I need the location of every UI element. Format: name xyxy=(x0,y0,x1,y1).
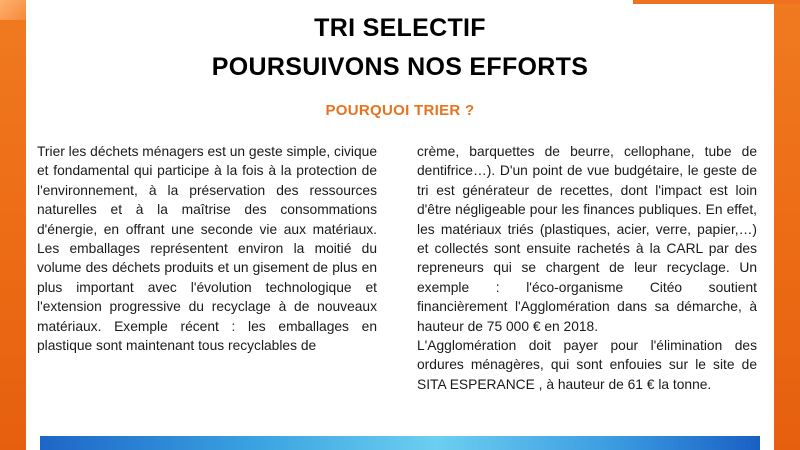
right-column-paragraph-1: crème, barquettes de beurre, cellophane, tube de dentifrice…). D'un point de vue budgétaire, le geste de tri est générateur de recettes, dont l'impact est loin d'être négligeable pour les finances publiques. En effet, les matériaux triés (plastiques, acier, verre, papier,…) et collectés sont ensuite rachetés à la CARL par des repreneurs qui se chargent de leur recyclage. Un exemple : l'éco-organisme Citéo soutient financièrement l'Agglomération dans sa démarche, à hauteur de 75 000 € en 2018. xyxy=(417,144,757,334)
right-column-paragraph-2: L'Agglomération doit payer pour l'élimination des ordures ménagères, qui sont enfouies sur le site de SITA ESPERANCE , à hauteur de 61 € la tonne. xyxy=(417,338,757,392)
right-orange-border xyxy=(774,0,800,450)
bottom-blue-band xyxy=(40,436,760,450)
left-corner-accent xyxy=(0,0,26,20)
left-orange-border xyxy=(0,0,26,450)
article-left-column xyxy=(37,142,377,355)
page-title-line-1: TRI SELECTIF xyxy=(314,14,486,42)
page-title-line-2: POURSUIVONS NOS EFFORTS xyxy=(211,53,589,81)
article-right-column xyxy=(417,142,757,394)
section-subtitle: POURQUOI TRIER ? xyxy=(325,102,475,119)
left-column-paragraph: Trier les déchets ménagers est un geste simple, civique et fondamental qui participe à la fois à la protection de l'environnement, à la préservation des ressources naturelles et à la maîtrise des consommations d'énergie, en offrant une seconde vie aux matériaux. Les emballages représentent environ la moitié du volume des déchets produits et un gisement de plus en plus important avec l'évolution technologique et l'extension progressive du recyclage à de nouveaux matériaux. Exemple récent : les emballages en plastique sont maintenant tous recyclables de xyxy=(37,144,377,354)
top-right-orange-line xyxy=(633,0,800,4)
